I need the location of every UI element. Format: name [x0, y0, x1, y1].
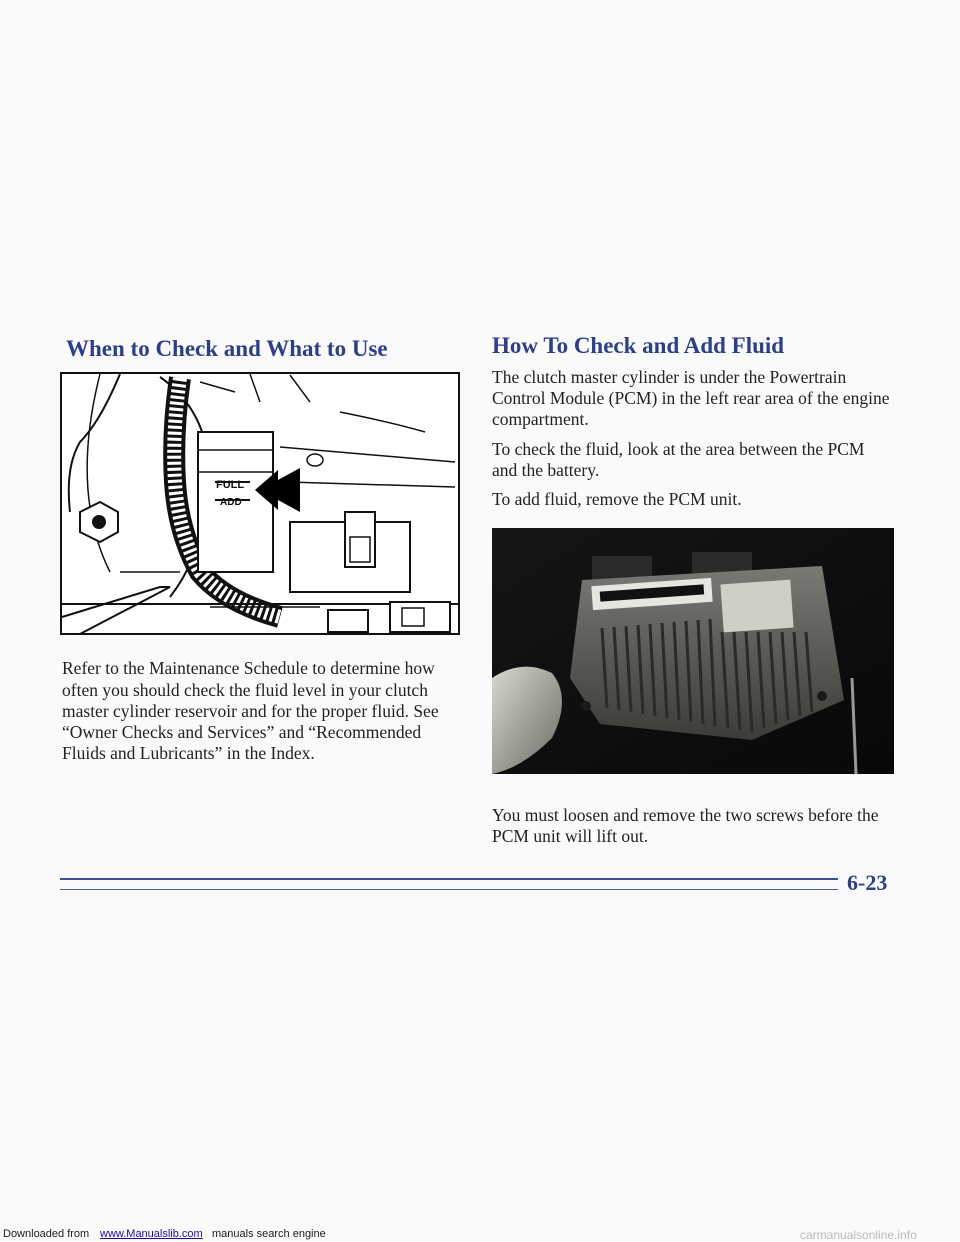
left-heading: When to Check and What to Use	[66, 336, 388, 361]
download-footer	[0, 1228, 960, 1242]
footer-prefix: Downloaded from	[3, 1228, 90, 1240]
right-heading: How To Check and Add Fluid	[492, 333, 785, 358]
footer-suffix: manuals search engine	[212, 1228, 326, 1240]
full-mark-label: FULL	[216, 479, 245, 491]
left-paragraph-line-2: often you should check the fluid level in your clutch	[62, 680, 428, 700]
footer-rule-bottom	[60, 889, 838, 890]
left-paragraph-line-4: “Owner Checks and Services” and “Recommended	[62, 722, 422, 742]
right-para1-line-2: Control Module (PCM) in the left rear area of the engine	[492, 388, 890, 408]
right-para1-line-3: compartment.	[492, 409, 589, 429]
clutch-reservoir-illustration	[60, 372, 460, 635]
manualslib-link[interactable]: www.Manualslib.com	[100, 1228, 203, 1240]
left-paragraph-line-5: Fluids and Lubricants” in the Index.	[62, 743, 315, 763]
right-para2-line-1: To check the fluid, look at the area between the PCM	[492, 439, 865, 459]
page-number: 6-23	[847, 870, 888, 895]
left-paragraph-line-3: master cylinder reservoir and for the proper fluid. See	[62, 701, 439, 721]
pcm-unit-photo	[492, 528, 894, 774]
footer-rule-top	[60, 878, 838, 880]
photo-caption-line-1: You must loosen and remove the two screws before the	[492, 805, 879, 825]
right-para3-line-1: To add fluid, remove the PCM unit.	[492, 489, 742, 509]
add-mark-label: ADD	[220, 497, 242, 508]
watermark-text: carmanualsonline.info	[800, 1228, 917, 1242]
right-para1-line-1: The clutch master cylinder is under the Powertrain	[492, 367, 847, 387]
right-para2-line-2: and the battery.	[492, 460, 600, 480]
left-paragraph-line-1: Refer to the Maintenance Schedule to determine how	[62, 658, 435, 678]
photo-caption-line-2: PCM unit will lift out.	[492, 826, 649, 846]
